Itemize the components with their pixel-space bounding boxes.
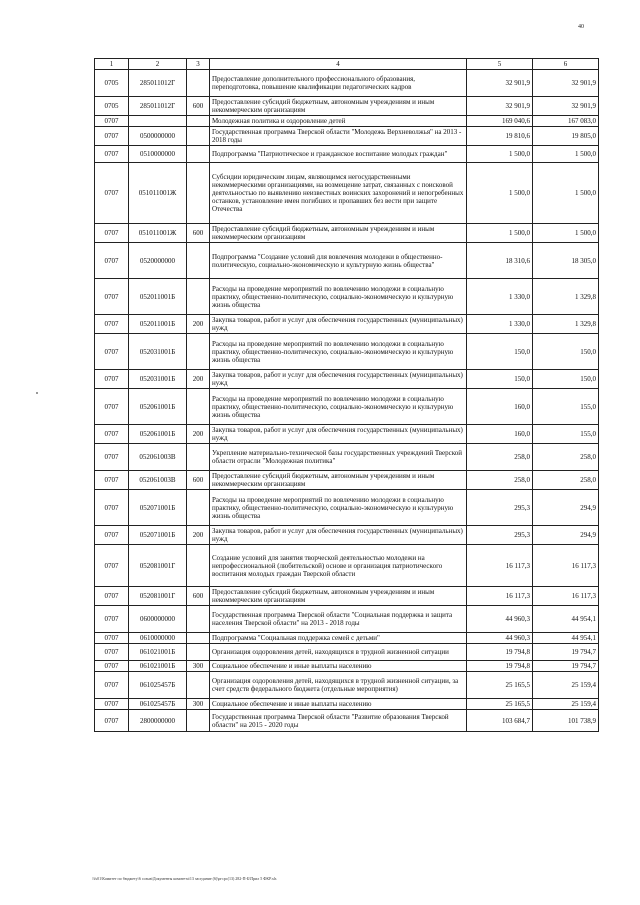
table-row — [95, 471, 599, 490]
column-header: 4 — [210, 59, 467, 70]
amount-planned-cell: 295,3 — [467, 526, 533, 545]
table-row — [95, 587, 599, 606]
type-cell — [187, 545, 210, 587]
amount-executed-cell: 1 500,0 — [533, 224, 599, 243]
amount-executed-cell: 258,0 — [533, 471, 599, 490]
amount-planned-cell: 16 117,3 — [467, 545, 533, 587]
code-cell: 061025457Б — [129, 699, 187, 710]
description-cell: Субсидии юридическим лицам, являющимся негосударственными некоммерческими организациями, на возмещение затрат, связанных с поисковой деятельностью по выявлению неизвестных воинских захоронений и непогребенных останков, установление имен погибших и пропавших без вести при защите Отечества — [210, 163, 467, 224]
type-cell — [187, 672, 210, 699]
table-row — [95, 672, 599, 699]
section-cell: 0707 — [95, 587, 129, 606]
amount-planned-cell: 295,3 — [467, 490, 533, 526]
type-cell — [187, 644, 210, 661]
section-cell: 0707 — [95, 389, 129, 425]
description-cell: Подпрограмма "Создание условий для вовлечения молодежи в общественно-политическую, социально-экономическую и культурную жизнь общества" — [210, 243, 467, 279]
section-cell: 0707 — [95, 606, 129, 633]
amount-executed-cell: 155,0 — [533, 425, 599, 444]
type-cell — [187, 633, 210, 644]
type-cell — [187, 710, 210, 732]
type-cell: 300 — [187, 661, 210, 672]
amount-planned-cell: 1 330,0 — [467, 279, 533, 315]
amount-executed-cell: 150,0 — [533, 370, 599, 389]
amount-planned-cell: 19 794,8 — [467, 661, 533, 672]
description-cell: Расходы на проведение мероприятий по вовлечению молодежи в социальную практику, общественно-политическую, социально-экономическую и культурную жизнь общества — [210, 334, 467, 370]
section-cell: 0707 — [95, 279, 129, 315]
table-row — [95, 70, 599, 97]
amount-planned-cell: 258,0 — [467, 444, 533, 471]
budget-table — [94, 58, 599, 732]
code-cell: 052071001Б — [129, 490, 187, 526]
description-cell: Организация оздоровления детей, находящихся в трудной жизненной ситуации — [210, 644, 467, 661]
amount-executed-cell: 294,9 — [533, 526, 599, 545]
code-cell: 052061001Б — [129, 425, 187, 444]
amount-executed-cell: 25 159,4 — [533, 699, 599, 710]
description-cell: Государственная программа Тверской области "Развитие образования Тверской области" на 2015 - 2020 годы — [210, 710, 467, 732]
table-row — [95, 526, 599, 545]
column-header: 6 — [533, 59, 599, 70]
code-cell: 0520000000 — [129, 243, 187, 279]
table-row — [95, 315, 599, 334]
table-row — [95, 279, 599, 315]
amount-executed-cell: 150,0 — [533, 334, 599, 370]
description-cell: Расходы на проведение мероприятий по вовлечению молодежи в социальную практику, общественно-политическую, социально-экономическую и культурную жизнь общества — [210, 389, 467, 425]
amount-planned-cell: 25 165,5 — [467, 672, 533, 699]
code-cell: 052061003В — [129, 471, 187, 490]
amount-planned-cell: 258,0 — [467, 471, 533, 490]
code-cell: 285011012Г — [129, 70, 187, 97]
amount-executed-cell: 1 329,8 — [533, 279, 599, 315]
amount-planned-cell: 18 310,6 — [467, 243, 533, 279]
code-cell: 061021001Б — [129, 661, 187, 672]
page-number: 40 — [578, 24, 584, 30]
table-body — [95, 70, 599, 732]
amount-executed-cell: 25 159,4 — [533, 672, 599, 699]
description-cell: Закупка товаров, работ и услуг для обеспечения государственных (муниципальных) нужд — [210, 425, 467, 444]
table-row — [95, 490, 599, 526]
code-cell: 052011001Б — [129, 279, 187, 315]
section-cell: 0707 — [95, 116, 129, 127]
type-cell: 300 — [187, 699, 210, 710]
type-cell — [187, 163, 210, 224]
code-cell: 0600000000 — [129, 606, 187, 633]
description-cell: Организация оздоровления детей, находящихся в трудной жизненной ситуации, за счет средств федерального бюджета (отдельные мероприятия) — [210, 672, 467, 699]
section-cell: 0707 — [95, 699, 129, 710]
table-row — [95, 389, 599, 425]
amount-executed-cell: 258,0 — [533, 444, 599, 471]
code-cell: 285011012Г — [129, 97, 187, 116]
section-cell: 0707 — [95, 444, 129, 471]
amount-planned-cell: 44 960,3 — [467, 606, 533, 633]
scan-artifact — [36, 392, 38, 394]
type-cell — [187, 146, 210, 163]
table-row — [95, 699, 599, 710]
section-cell: 0707 — [95, 243, 129, 279]
type-cell: 200 — [187, 315, 210, 334]
type-cell: 200 — [187, 425, 210, 444]
description-cell: Государственная программа Тверской области "Социальная поддержка и защита населения Тверской области" на 2013 - 2018 годы — [210, 606, 467, 633]
type-cell — [187, 490, 210, 526]
description-cell: Государственная программа Тверской области "Молодежь Верхневолжья" на 2013 - 2018 годы — [210, 127, 467, 146]
amount-planned-cell: 169 040,6 — [467, 116, 533, 127]
description-cell: Создание условий для занятия творческой деятельностью молодежи на непрофессиональной (любительской) основе и организация патриотического воспитания молодых граждан Тверской области — [210, 545, 467, 587]
section-cell: 0707 — [95, 490, 129, 526]
description-cell: Предоставление субсидий бюджетным, автономным учреждениям и иным некоммерческим организациям — [210, 224, 467, 243]
section-cell: 0705 — [95, 70, 129, 97]
amount-planned-cell: 160,0 — [467, 389, 533, 425]
description-cell: Предоставление субсидий бюджетным, автономным учреждениям и иным некоммерческим организациям — [210, 587, 467, 606]
section-cell: 0707 — [95, 146, 129, 163]
header-row — [95, 59, 599, 70]
amount-planned-cell: 1 500,0 — [467, 163, 533, 224]
table-row — [95, 661, 599, 672]
amount-planned-cell: 160,0 — [467, 425, 533, 444]
amount-planned-cell: 32 901,9 — [467, 70, 533, 97]
type-cell — [187, 70, 210, 97]
section-cell: 0707 — [95, 710, 129, 732]
amount-executed-cell: 32 901,9 — [533, 70, 599, 97]
column-header: 3 — [187, 59, 210, 70]
amount-planned-cell: 150,0 — [467, 334, 533, 370]
type-cell — [187, 127, 210, 146]
table-row — [95, 163, 599, 224]
section-cell: 0707 — [95, 526, 129, 545]
description-cell: Укрепление материально-технической базы государственных учреждений Тверской области отрасли "Молодежная политика" — [210, 444, 467, 471]
description-cell: Закупка товаров, работ и услуг для обеспечения государственных (муниципальных) нужд — [210, 526, 467, 545]
section-cell: 0707 — [95, 315, 129, 334]
section-cell: 0707 — [95, 545, 129, 587]
type-cell — [187, 444, 210, 471]
amount-planned-cell: 16 117,3 — [467, 587, 533, 606]
type-cell: 200 — [187, 370, 210, 389]
amount-planned-cell: 150,0 — [467, 370, 533, 389]
table-row — [95, 633, 599, 644]
amount-executed-cell: 16 117,3 — [533, 545, 599, 587]
amount-planned-cell: 19 810,6 — [467, 127, 533, 146]
amount-planned-cell: 1 500,0 — [467, 224, 533, 243]
column-header: 5 — [467, 59, 533, 70]
amount-executed-cell: 155,0 — [533, 389, 599, 425]
table-row — [95, 425, 599, 444]
amount-executed-cell: 18 305,0 — [533, 243, 599, 279]
table-row — [95, 606, 599, 633]
table-row — [95, 370, 599, 389]
amount-executed-cell: 44 954,1 — [533, 633, 599, 644]
amount-planned-cell: 1 330,0 — [467, 315, 533, 334]
type-cell: 600 — [187, 471, 210, 490]
amount-executed-cell: 1 500,0 — [533, 146, 599, 163]
code-cell: 052061001Б — [129, 389, 187, 425]
code-cell: 0510000000 — [129, 146, 187, 163]
column-header: 2 — [129, 59, 187, 70]
amount-executed-cell: 167 083,0 — [533, 116, 599, 127]
type-cell — [187, 116, 210, 127]
code-cell: 052071001Б — [129, 526, 187, 545]
section-cell: 0705 — [95, 97, 129, 116]
amount-planned-cell: 25 165,5 — [467, 699, 533, 710]
section-cell: 0707 — [95, 661, 129, 672]
amount-planned-cell: 19 794,8 — [467, 644, 533, 661]
description-cell: Молодежная политика и оздоровление детей — [210, 116, 467, 127]
code-cell: 052031001Б — [129, 334, 187, 370]
table-row — [95, 243, 599, 279]
table-row — [95, 710, 599, 732]
table-row — [95, 97, 599, 116]
type-cell: 600 — [187, 587, 210, 606]
amount-executed-cell: 16 117,3 — [533, 587, 599, 606]
code-cell: 061025457Б — [129, 672, 187, 699]
description-cell: Социальное обеспечение и иные выплаты населению — [210, 661, 467, 672]
amount-executed-cell: 1 329,8 — [533, 315, 599, 334]
amount-executed-cell: 19 794,7 — [533, 661, 599, 672]
type-cell — [187, 243, 210, 279]
section-cell: 0707 — [95, 334, 129, 370]
section-cell: 0707 — [95, 163, 129, 224]
amount-planned-cell: 32 901,9 — [467, 97, 533, 116]
code-cell: 0500000000 — [129, 127, 187, 146]
section-cell: 0707 — [95, 370, 129, 389]
amount-planned-cell: 1 500,0 — [467, 146, 533, 163]
section-cell: 0707 — [95, 127, 129, 146]
column-header: 1 — [95, 59, 129, 70]
description-cell: Расходы на проведение мероприятий по вовлечению молодежи в социальную практику, общественно-политическую, социально-экономическую и культурную жизнь общества — [210, 490, 467, 526]
description-cell: Социальное обеспечение и иные выплаты населению — [210, 699, 467, 710]
description-cell: Подпрограмма "Социальная поддержка семей с детьми" — [210, 633, 467, 644]
type-cell — [187, 279, 210, 315]
code-cell: 051011001Ж — [129, 224, 187, 243]
section-cell: 0707 — [95, 224, 129, 243]
description-cell: Расходы на проведение мероприятий по вовлечению молодежи в социальную практику, общественно-политическую, социально-экономическую и культурную жизнь общества — [210, 279, 467, 315]
type-cell — [187, 389, 210, 425]
amount-executed-cell: 32 901,9 — [533, 97, 599, 116]
file-path-footer: \\fs01\Комитет по бюджету\6 созыв\Документы комитета\13 заседание (6)\ргсрс(13) 282-П-Б\Прил 5 ФКР.xls — [92, 876, 277, 881]
table-row — [95, 224, 599, 243]
table-row — [95, 334, 599, 370]
code-cell — [129, 116, 187, 127]
amount-planned-cell: 103 684,7 — [467, 710, 533, 732]
code-cell: 051011001Ж — [129, 163, 187, 224]
section-cell: 0707 — [95, 471, 129, 490]
amount-executed-cell: 1 500,0 — [533, 163, 599, 224]
table-row — [95, 644, 599, 661]
code-cell: 061021001Б — [129, 644, 187, 661]
code-cell: 052031001Б — [129, 370, 187, 389]
description-cell: Предоставление дополнительного профессионального образования, переподготовка, повышение квалификации педагогических кадров — [210, 70, 467, 97]
code-cell: 0610000000 — [129, 633, 187, 644]
table-row — [95, 545, 599, 587]
amount-executed-cell: 294,9 — [533, 490, 599, 526]
table-row — [95, 116, 599, 127]
code-cell: 2800000000 — [129, 710, 187, 732]
code-cell: 052081001Г — [129, 545, 187, 587]
section-cell: 0707 — [95, 644, 129, 661]
amount-executed-cell: 19 794,7 — [533, 644, 599, 661]
code-cell: 052061003В — [129, 444, 187, 471]
table-row — [95, 127, 599, 146]
type-cell: 600 — [187, 224, 210, 243]
amount-executed-cell: 44 954,1 — [533, 606, 599, 633]
section-cell: 0707 — [95, 633, 129, 644]
table-row — [95, 444, 599, 471]
section-cell: 0707 — [95, 425, 129, 444]
section-cell: 0707 — [95, 672, 129, 699]
code-cell: 052011001Б — [129, 315, 187, 334]
description-cell: Подпрограмма "Патриотическое и гражданское воспитание молодых граждан" — [210, 146, 467, 163]
amount-executed-cell: 19 805,0 — [533, 127, 599, 146]
code-cell: 052081001Г — [129, 587, 187, 606]
description-cell: Предоставление субсидий бюджетным, автономным учреждениям и иным некоммерческим организациям — [210, 97, 467, 116]
type-cell: 200 — [187, 526, 210, 545]
table-row — [95, 146, 599, 163]
type-cell: 600 — [187, 97, 210, 116]
type-cell — [187, 606, 210, 633]
amount-planned-cell: 44 960,3 — [467, 633, 533, 644]
amount-executed-cell: 101 738,9 — [533, 710, 599, 732]
type-cell — [187, 334, 210, 370]
description-cell: Закупка товаров, работ и услуг для обеспечения государственных (муниципальных) нужд — [210, 370, 467, 389]
description-cell: Закупка товаров, работ и услуг для обеспечения государственных (муниципальных) нужд — [210, 315, 467, 334]
description-cell: Предоставление субсидий бюджетным, автономным учреждениям и иным некоммерческим организациям — [210, 471, 467, 490]
